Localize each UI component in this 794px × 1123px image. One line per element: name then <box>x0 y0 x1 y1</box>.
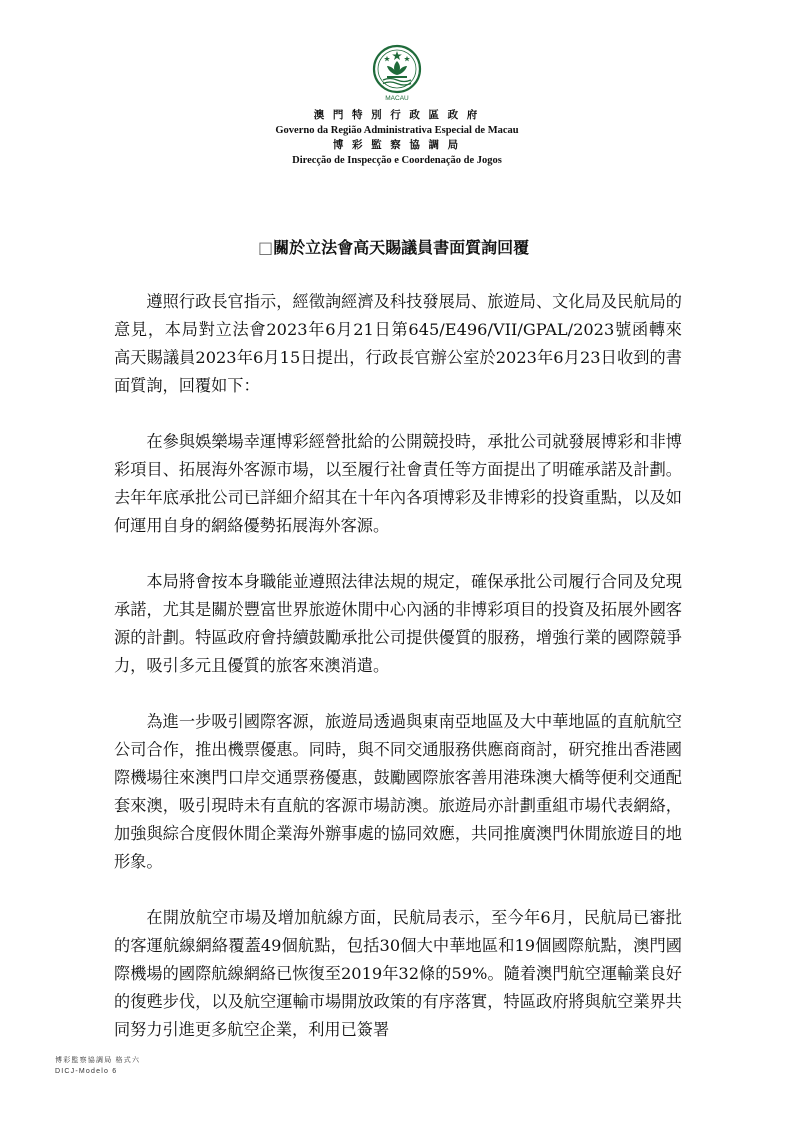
footer-form-code: DICJ-Modelo 6 <box>55 1068 118 1075</box>
paragraph-2: 在參與娛樂場幸運博彩經營批給的公開競投時，承批公司就發展博彩和非博彩項目、拓展海外客源市場，以至履行社會責任等方面提出了明確承諾及計劃。去年年底承批公司已詳細介紹其在十年內各項博彩及非博彩的投資重點，以及如何運用自身的網絡優勢拓展海外客源。 <box>114 432 682 535</box>
lotus-emblem-icon <box>372 44 422 104</box>
macau-emblem <box>372 44 422 104</box>
title-marker: □ <box>258 238 274 257</box>
paragraph-5: 在開放航空市場及增加航線方面，民航局表示，至今年6月，民航局已審批的客運航線網絡覆蓋49個航點，包括30個大中華地區和19個國際航點，澳門國際機場的國際航線網絡已恢復至2019年32條的59%。隨着澳門航空運輸業良好的復甦步伐，以及航空運輸市場開放政策的有序落實，特區政府將與航空業界共同努力引進更多航空企業，利用已簽署 <box>114 908 682 1039</box>
title-text: 關於立法會高天賜議員書面質詢回覆 <box>273 238 530 257</box>
letterhead <box>0 108 794 168</box>
government-name-pt: Governo da Região Administrativa Especial de Macau <box>275 125 519 136</box>
government-name-cn: 澳 門 特 別 行 政 區 政 府 <box>313 110 481 121</box>
department-name-cn: 博 彩 監 察 協 調 局 <box>332 140 462 151</box>
paragraph-1: 遵照行政長官指示，經徵詢經濟及科技發展局、旅遊局、文化局及民航局的意見，本局對立法會2023年6月21日第645/E496/VII/GPAL/2023號函轉來高天賜議員2023年6月15日提出，行政長官辦公室於2023年6月23日收到的書面質詢，回覆如下： <box>114 292 682 395</box>
form-footer <box>55 1055 140 1077</box>
paragraph-4: 為進一步吸引國際客源，旅遊局透過與東南亞地區及大中華地區的直航航空公司合作，推出機票優惠。同時，與不同交通服務供應商商討，研究推出香港國際機場往來澳門口岸交通票務優惠，鼓勵國際旅客善用港珠澳大橋等便利交通配套來澳，吸引現時未有直航的客源市場訪澳。旅遊局亦計劃重組市場代表網絡，加強與綜合度假休閒企業海外辦事處的協同效應，共同推廣澳門休閒旅遊目的地形象。 <box>114 712 682 871</box>
department-name-pt: Direcção de Inspecção e Coordenação de Jogos <box>292 155 502 166</box>
paragraph-3: 本局將會按本身職能並遵照法律法規的規定，確保承批公司履行合同及兌現承諾，尤其是關於豐富世界旅遊休閒中心內涵的非博彩項目的投資及拓展外國客源的計劃。特區政府會持續鼓勵承批公司提供優質的服務，增強行業的國際競爭力，吸引多元且優質的旅客來澳消遣。 <box>114 572 682 675</box>
emblem-macau-text: MACAU <box>385 95 409 102</box>
document-title <box>258 238 658 258</box>
document-body <box>114 288 682 1072</box>
footer-form-label: 博彩監察協調局 格式六 <box>55 1057 141 1064</box>
